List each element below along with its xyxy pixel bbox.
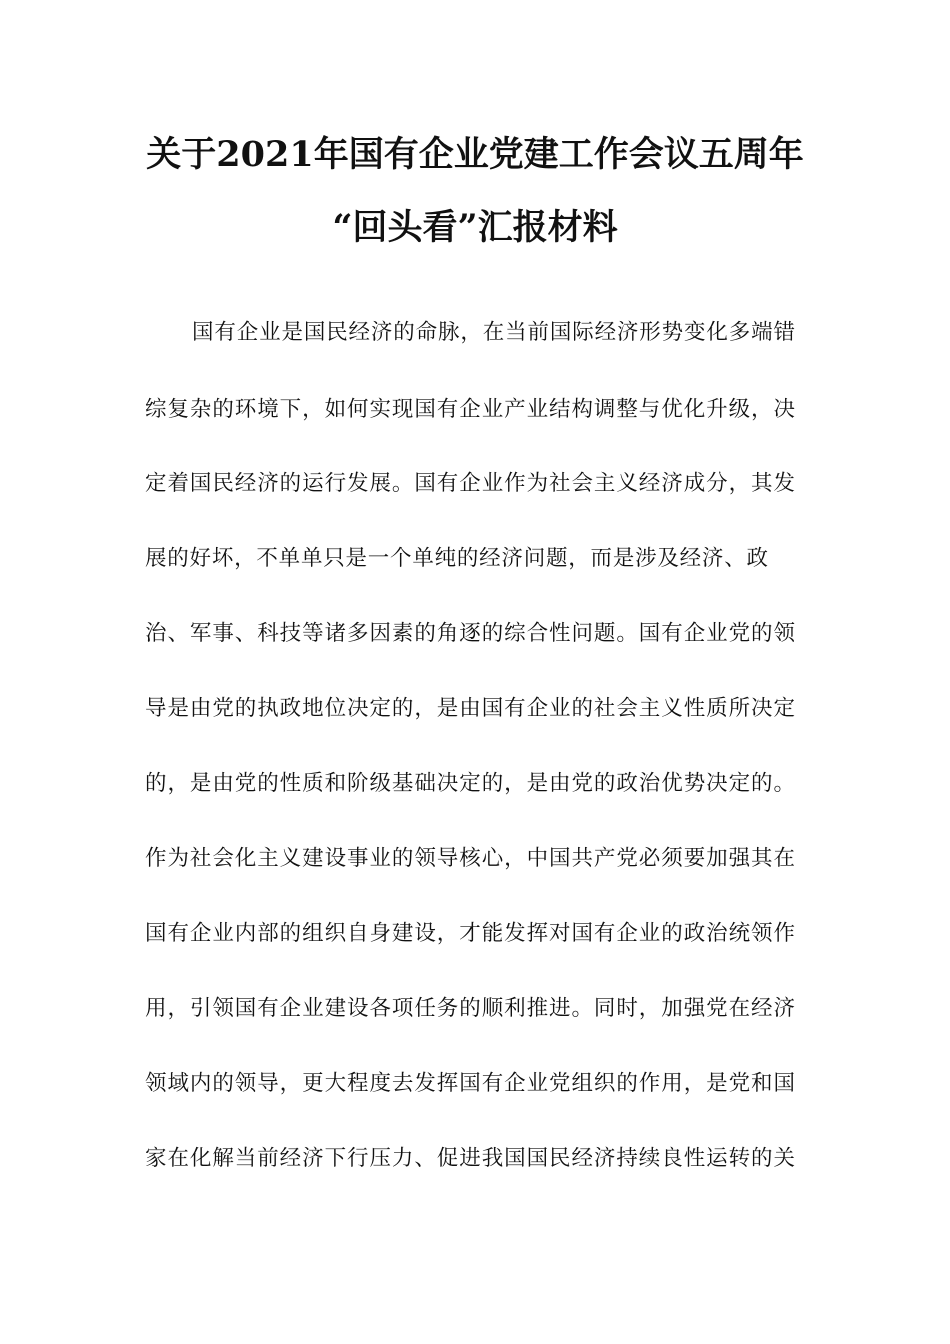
paragraph-line-10: 用，引领国有企业建设各项任务的顺利推进。同时，加强党在经济 xyxy=(145,996,795,1021)
paragraph-line-2: 综复杂的环境下，如何实现国有企业产业结构调整与优化升级，决 xyxy=(145,397,795,422)
paragraph-line-4: 展的好坏，不单单只是一个单纯的经济问题，而是涉及经济、政 xyxy=(145,546,768,571)
paragraph-line-8: 作为社会化主义建设事业的领导核心，中国共产党必须要加强其在 xyxy=(145,846,795,871)
paragraph-line-3: 定着国民经济的运行发展。国有企业作为社会主义经济成分，其发 xyxy=(145,471,795,496)
paragraph-line-11: 领域内的领导，更大程度去发挥国有企业党组织的作用，是党和国 xyxy=(145,1071,795,1096)
paragraph-line-12: 家在化解当前经济下行压力、促进我国国民经济持续良性运转的关 xyxy=(145,1146,795,1171)
document-title-line-1: 关于2021年国有企业党建工作会议五周年 xyxy=(146,134,804,175)
paragraph-line-5: 治、军事、科技等诸多因素的角逐的综合性问题。国有企业党的领 xyxy=(145,621,795,646)
document-title-line-2: “回头看”汇报材料 xyxy=(332,207,618,248)
paragraph-line-6: 导是由党的执政地位决定的，是由国有企业的社会主义性质所决定 xyxy=(145,696,795,721)
paragraph-line-9: 国有企业内部的组织自身建设，才能发挥对国有企业的政治统领作 xyxy=(145,921,795,946)
paragraph-line-1: 国有企业是国民经济的命脉，在当前国际经济形势变化多端错 xyxy=(192,320,795,345)
paragraph-line-7: 的，是由党的性质和阶级基础决定的，是由党的政治优势决定的。 xyxy=(145,771,795,796)
